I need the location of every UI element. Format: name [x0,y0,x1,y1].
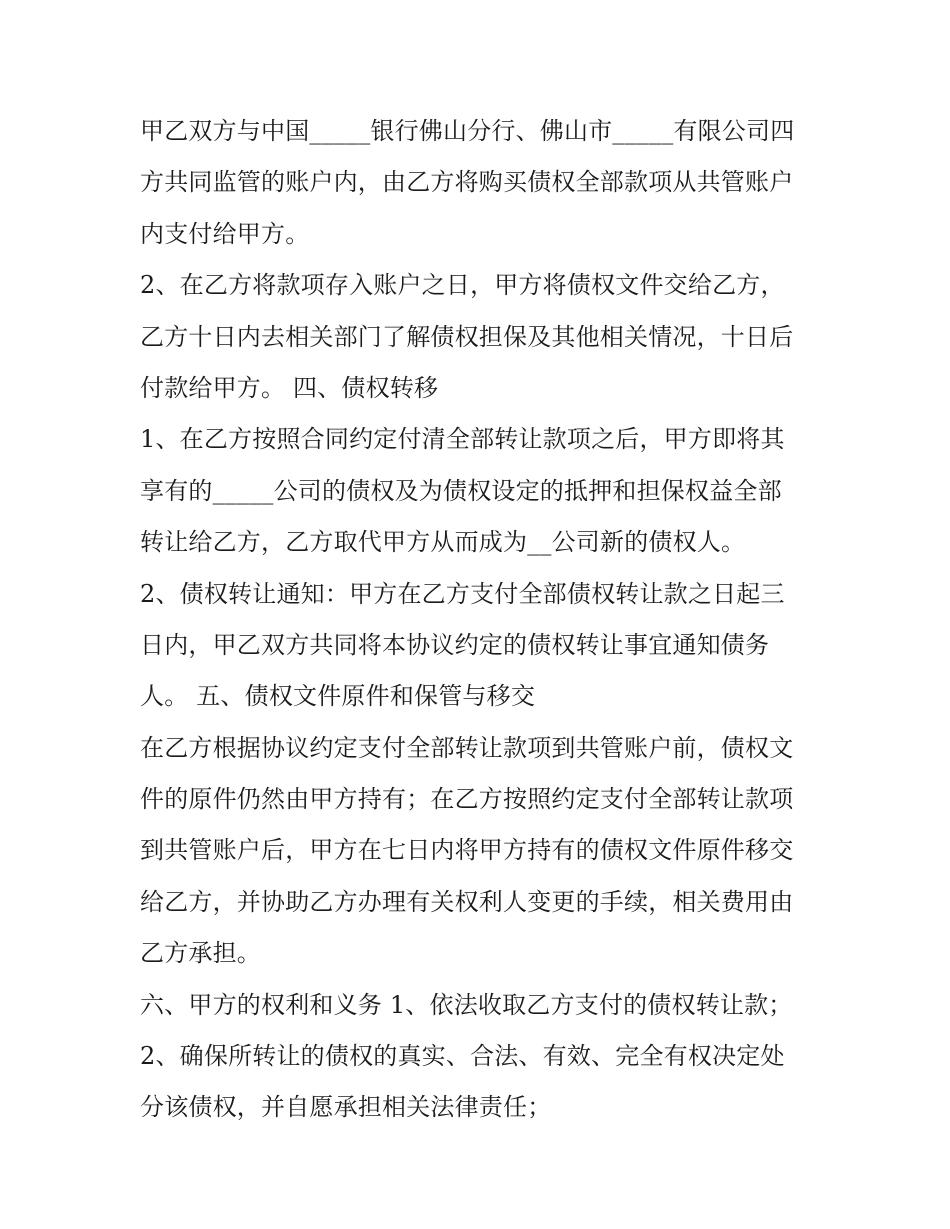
document-body [140,106,840,1134]
text-line: 方共同监管的账户内，由乙方将购买债权全部款项从共管账户 [140,168,794,197]
text-line: 享有的_____公司的债权及为债权设定的抵押和担保权益全部 [140,476,782,505]
text-line: 转让给乙方，乙方取代甲方从而成为__公司新的债权人。 [140,528,746,557]
text-line: 2、在乙方将款项存入账户之日，甲方将债权文件交给乙方， [140,271,785,300]
text-line: 人。 五、债权文件原件和保管与移交 [140,682,536,711]
text-line: 分该债权，并自愿承担相关法律责任； [140,1093,552,1122]
text-line: 件的原件仍然由甲方持有；在乙方按照约定支付全部转让款项 [140,785,794,814]
text-line: 给乙方，并协助乙方办理有关权利人变更的手续，相关费用由 [140,887,794,916]
text-line: 在乙方根据协议约定支付全部转让款项到共管账户前，债权文 [140,733,794,762]
text-line: 乙方十日内去相关部门了解债权担保及其他相关情况，十日后 [140,322,794,351]
text-line: 六、甲方的权利和义务 1、依法收取乙方支付的债权转让款； [140,990,793,1019]
text-line: 甲乙双方与中国_____银行佛山分行、佛山市_____有限公司四 [140,117,795,145]
text-line: 2、债权转让通知：甲方在乙方支付全部债权转让款之日起三 [140,579,785,608]
text-line: 内支付给甲方。 [140,219,310,248]
text-line: 乙方承担。 [140,939,261,968]
text-line: 付款给甲方。 四、债权转移 [140,373,439,402]
text-line: 日内，甲乙双方共同将本协议约定的债权转让事宜通知债务 [140,630,770,659]
text-line: 到共管账户后，甲方在七日内将甲方持有的债权文件原件移交 [140,836,794,865]
text-line: 2、确保所转让的债权的真实、合法、有效、完全有权决定处 [140,1042,785,1071]
text-line: 1、在乙方按照合同约定付清全部转让款项之后，甲方即将其 [140,425,785,454]
